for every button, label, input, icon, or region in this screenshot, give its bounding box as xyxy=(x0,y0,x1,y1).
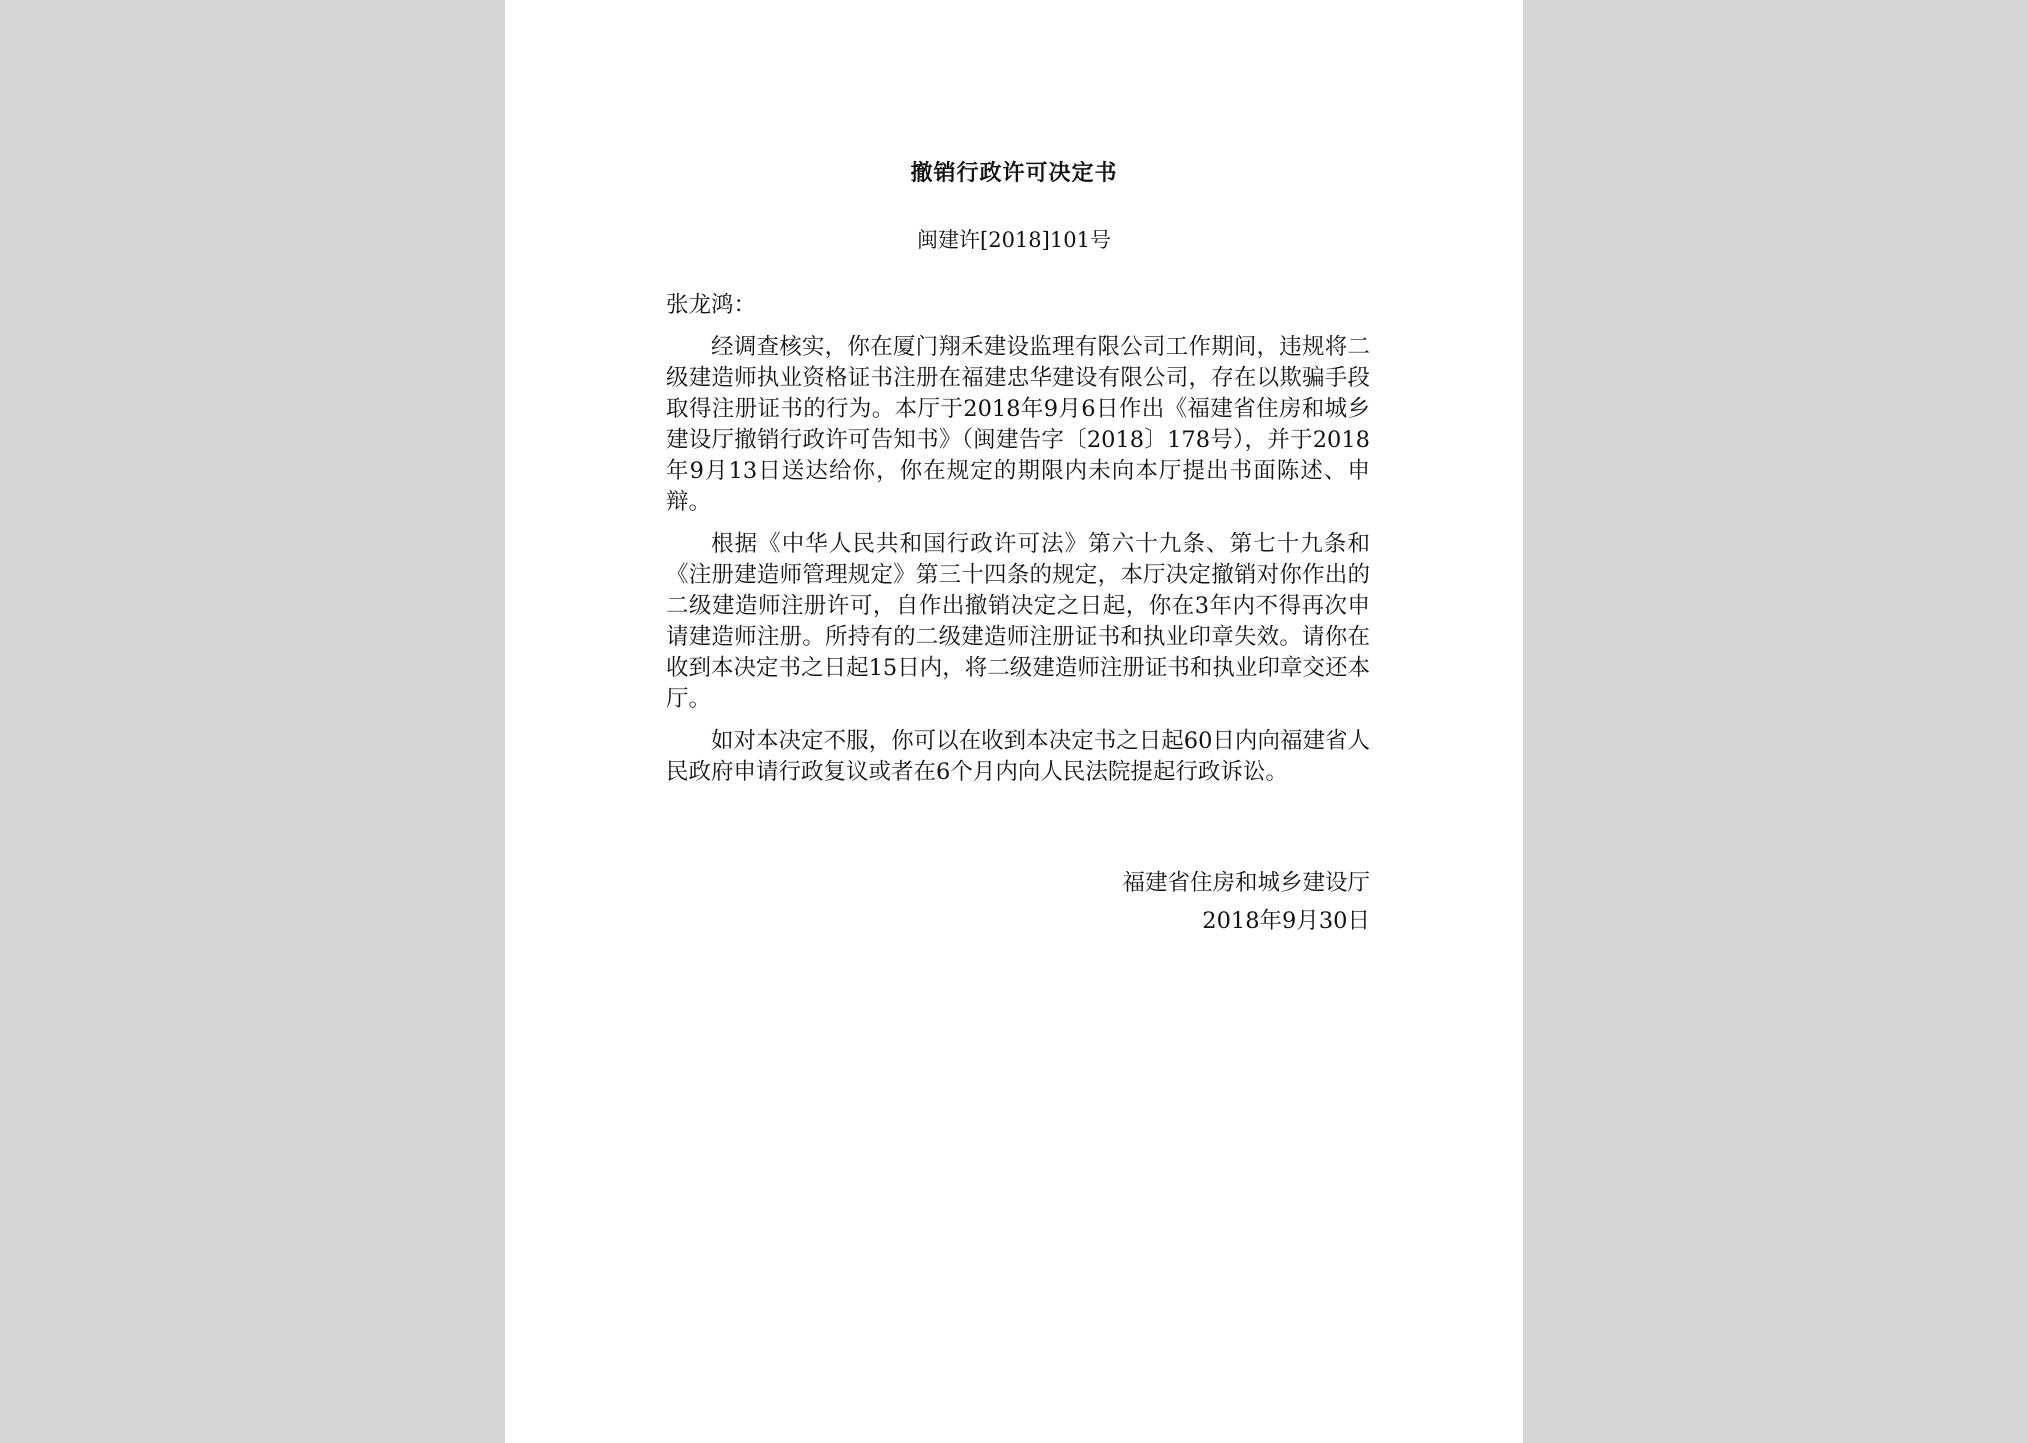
document-body xyxy=(666,290,1370,799)
salutation: 张龙鸿： xyxy=(666,292,757,318)
document-page xyxy=(505,0,1523,1443)
signature-block xyxy=(1122,864,1370,940)
issue-date: 2018年9月30日 xyxy=(1202,908,1370,934)
paragraph-decision: 根据《中华人民共和国行政许可法》第六十九条、第七十九条和《注册建造师管理规定》第三十四条的规定，本厅决定撤销对你作出的二级建造师注册许可，自作出撤销决定之日起，你在3年内不得再次申请建造师注册。所持有的二级建造师注册证书和执业印章失效。请你在收到本决定书之日起15日内，将二级建造师注册证书和执业印章交还本厅。 xyxy=(666,531,1370,712)
paragraph-findings: 经调查核实，你在厦门翔禾建设监理有限公司工作期间，违规将二级建造师执业资格证书注册在福建忠华建设有限公司，存在以欺骗手段取得注册证书的行为。本厅于2018年9月6日作出《福建省住房和城乡建设厅撤销行政许可告知书》（闽建告字〔2018〕178号），并于2018年9月13日送达给你，你在规定的期限内未向本厅提出书面陈述、申辩。 xyxy=(666,334,1370,515)
document-number: 闽建许[2018]101号 xyxy=(917,228,1111,252)
issuer-name: 福建省住房和城乡建设厅 xyxy=(1122,870,1370,896)
paragraph-appeal: 如对本决定不服，你可以在收到本决定书之日起60日内向福建省人民政府申请行政复议或者在6个月内向人民法院提起行政诉讼。 xyxy=(666,728,1370,785)
document-title: 撤销行政许可决定书 xyxy=(910,160,1118,186)
